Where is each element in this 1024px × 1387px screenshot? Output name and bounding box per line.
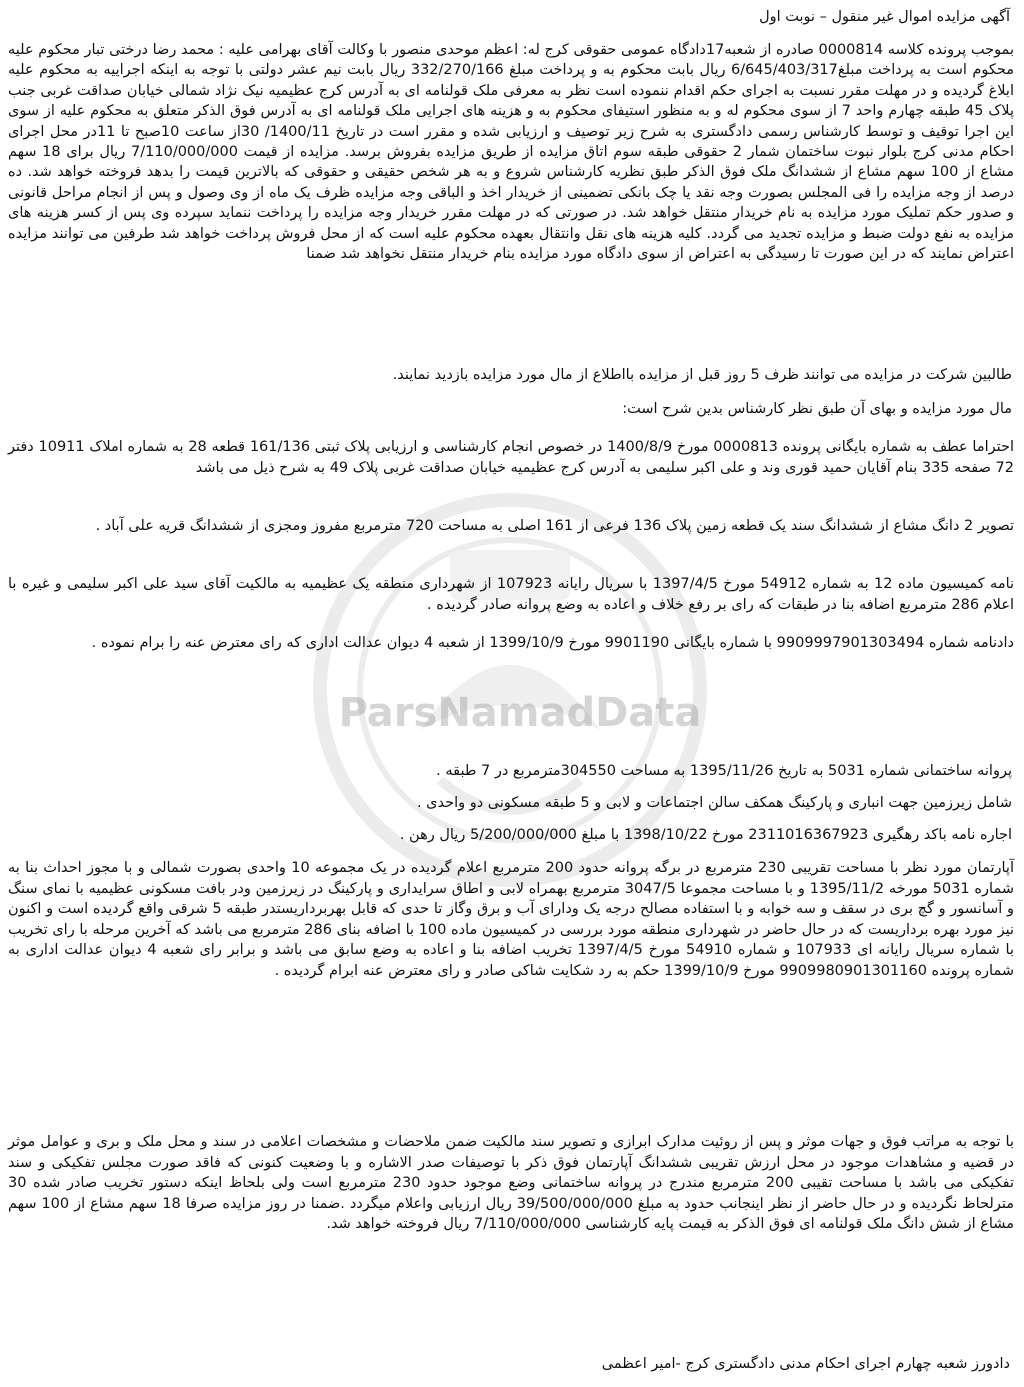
visit-note: طالبین شرکت در مزایده می توانند ظرف 5 روز قبل از مزایده بااطلاع از مال مورد مزایده بازدید نمایند. bbox=[392, 367, 1012, 383]
expert-intro-paragraph: احتراما عطف به شماره بایگانی پرونده 0000813 مورخ 1400/8/9 در خصوص انجام کارشناسی و ارزیابی پلاک ثبتی 161/136 قطعه 28 به شماره املاک 10911 دفتر 72 صفحه 335 بنام آقایان حمید قوری وند و علی اکبر سلیمی به آدرس کرج عظیمیه خیابان صداقت غربی پلاک 49 به شرح ذیل می باشد bbox=[8, 439, 1015, 476]
deed-image-paragraph: تصویر 2 دانگ مشاع از ششدانگ سند یک قطعه زمین پلاک 136 فرعی از 161 اصلی به مساحت 720 مترمربع مفروز ومجزی از ششدانگ قریه علی آباد . bbox=[95, 518, 1014, 534]
lease-line: اجاره نامه باکد رهگیری 2311016367923 مورخ 1398/10/22 با مبلغ 5/200/000/000 ریال رهن . bbox=[399, 827, 1012, 843]
building-permit-line: پروانه ساختمانی شماره 5031 به تاریخ 1395/11/26 به مساحت 304550مترمربع در 7 طبقه . bbox=[436, 763, 1012, 779]
court-ruling-paragraph: دادنامه شماره 9909997901303494 با شماره بایگانی 9901190 مورخ 1399/10/9 از شعبه 4 دیوان عدالت اداری که رای معترض عنه را برام نموده . bbox=[91, 635, 1014, 651]
section-heading: مال مورد مزایده و بهای آن طبق نظر کارشناس بدین شرح است: bbox=[622, 401, 1012, 417]
commission-letter-paragraph: نامه کمیسیون ماده 12 به شماره 54912 مورخ 1397/4/5 با سریال رایانه 107923 از شهرداری منطقه یک عظیمیه به مالکیت آقای سید علی اکبر سلیمی و غیره با اعلام 286 مترمربع اضافه بنا در طبقات که رای بر رفع خلاف و اعاده به وضع پروانه صادر گردیده . bbox=[8, 576, 1015, 613]
valuation-paragraph: با توجه به مراتب فوق و جهات موثر و پس از روئیت مدارک ابرازی و تصویر سند مالکیت ضمن ملاحضات و مشخصات اعلامی در سند و محل ملک و بری و عوامل موثر در قضیه و مشاهدات موجود در محل ارزش تقریبی ششدانگ آپارتمان فوق ذکر با توصیفات صدر الاشاره و با وضعیت کنونی که فاقد صورت مجلس تفکیکی و سند تفکیکی می باشد با مساحت تقیبی 200 مترمربع مندرج در پروانه ساختمانی وضع موجود حدود 230 مترمربع است ولی بلحاظ اینکه دستور تخریب صادر شده 30 مترلحاظ نگردیده و در حال حاضر از نظر اینجانب حدود به مبلغ 39/500/000/000 ریال ارزیابی واعلام میگردد .ضمنا در روز مزایده صرفا 18 سهم مشاع از 100 سهم مشاع از شش دانگ ملک قولنامه ای فوق الذکر به قیمت پایه کارشناسی 7/110/000/000 ریال فروخته خواهد شد. bbox=[8, 1134, 1014, 1233]
watermark-text: ParsNamadData bbox=[338, 690, 702, 736]
apartment-description-paragraph: آپارتمان مورد نظر با مساحت تقریبی 230 مترمربع در برگه پروانه حدود 200 مترمربع اعلام گردیده در یک مجموعه 10 واحدی بصورت شمالی و با مجوز احداث بنا به شماره 5031 مورخه 1395/11/2 و با مساحت مجموعا 3047/5 مترمربع بهمراه لابی و اطاق سرایداری و پارکینگ در زیرزمین ودر بافت مسکونی عظیمیه با نمای سنگ و آسانسور و گچ بری در سقف و سه خوابه و با استفاده مصالح درجه یک ودارای آب و برق وگاز تا حدی که قابل بهربرداریستدر طبقه 5 شرقی واقع گردیده است و اکنون نیز مورد بهره برداریست که در حال حاضر در شهرداری منطقه مورد بررسی در کمیسیون ماده 100 با اضافه بنای 286 مترمربع می باشد که آخرین مرحله با رای تخریب با شماره سریال رایانه ای 107933 و شماره 54910 مورخ 1397/4/5 تخریب اضافه بنا و اعاده به وضع سابق می باشد و برابر رای شعبه 4 دیوان عدالت اداری به شماره پرونده 9909980901301160 مورخ 1399/10/9 حکم به رد شکایت شاکی صادر و رای معترض عنه ابرام گردیده . bbox=[8, 860, 1015, 979]
building-includes-line: شامل زیرزمین جهت انباری و پارکینگ همکف سالن اجتماعات و لابی و 5 طبقه مسکونی دو واحدی . bbox=[416, 795, 1012, 811]
notice-title: آگهی مزایده اموال غیر منقول – نوبت اول bbox=[759, 9, 1010, 25]
signature-line: دادورز شعبه چهارم اجرای احکام مدنی دادگستری کرج -امیر اعظمی bbox=[601, 1356, 1010, 1372]
intro-paragraph: بموجب پرونده کلاسه 0000814 صادره از شعبه17دادگاه عمومی حقوقی کرج له: اعظم موحدی منصور با وکالت آقای بهرامی علیه : محمد رضا درختی تبار محکوم علیه محکوم است به پرداخت مبلغ6/645/403/317 ریال بابت محکوم به و پرداخت مبلغ 332/270/166 ریال بابت نیم عشر دولتی با توجه به اینکه اجراییه به محکوم علیه ابلاغ گردیده و در مهلت مقرر نسبت به اجرای حکم اقدام ننموده است نظر به معرفی ملک قولنامه ای به آدرس کرج عظیمیه نیک نژاد شمالی خیابان صداقت غربی جنب پلاک 45 طبقه چهارم واحد 7 از سوی محکوم له و به منظور استیفای محکوم به و هزینه های اجرایی ملک قولنامه ای به آدرس فوق الذکر متعلق به محکوم علیه از سوی این اجرا توقیف و توسط کارشناس رسمی دادگستری به شرح زیر توصیف و ارزیابی شده و مقرر است در تاریخ 1400/11/ 30از ساعت 10صبح تا 11در محل اجرای احکام مدنی کرج بلوار نبوت ساختمان شمار 2 حقوقی طبقه سوم اتاق مزایده از طریق مزایده بفروش برسد. مزایده از قیمت 7/110/000/000 ریال برای 18 سهم مشاع از 100 سهم مشاع از ششدانگ ملک فوق الذکر طبق نظریه کارشناس شروع و به هر شخص حقیقی و حقوقی که بالاترین قیمت را بدهد فروخته خواهد شد. ده درصد از وجه مزایده را فی المجلس بصورت وجه نقد یا چک بانکی تضمینی از خریدار اخذ و الباقی وجه مزایده ظرف یک ماه از وی وصول و پس از انجام مراحل قانونی و صدور حکم تملیک مورد مزایده به نام خریدار منتقل خواهد شد. در صورتی که در مهلت مقرر خریدار وجه مزایده را پرداخت ننماید سپرده وی پس از کسر هزینه های مزایده به نفع دولت ضبط و مزایده تجدید می گردد. کلیه هزینه های نقل وانتقال بعهده محکوم علیه است که از محل فروش پرداخت خواهد شد طرفین می توانند مزایده اعتراض نمایند که در این صورت تا رسیدگی به اعتراض از سوی دادگاه مورد مزایده بنام خریدار منتقل نخواهد شد ضمنا bbox=[8, 42, 1015, 263]
